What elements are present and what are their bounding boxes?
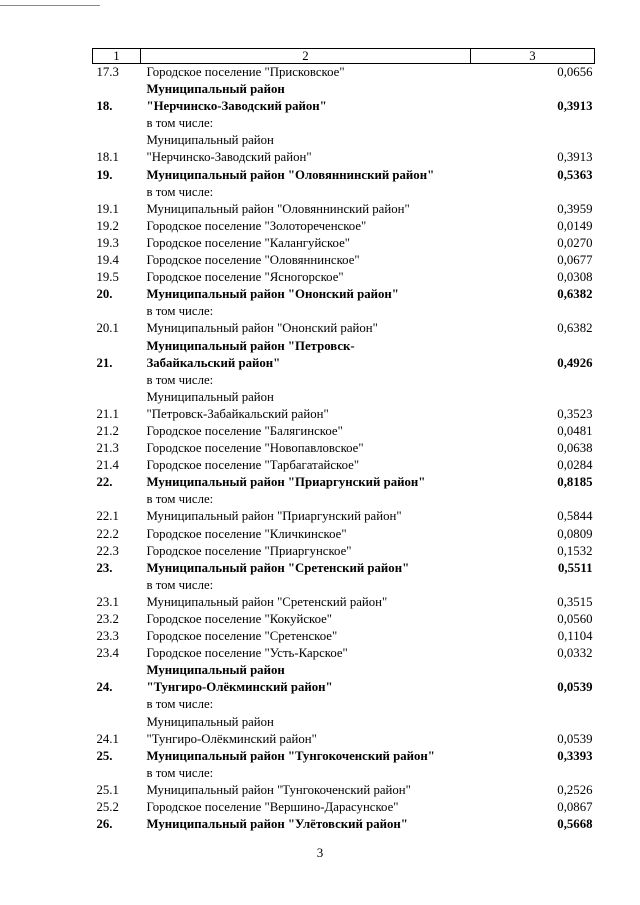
row-name-line: Муниципальный район [146,82,285,97]
row-number [93,372,141,389]
row-name-line: Городское поселение "Приаргунское" [146,543,352,558]
row-name-line: Городское поселение "Вершино-Дарасунское" [146,800,399,815]
row-number: 19.1 [96,201,119,216]
row-name [141,765,471,782]
row-value [471,577,595,594]
table-row [93,662,595,696]
row-value: 0,5511 [558,560,593,575]
row-name [141,474,471,491]
row-name-line: Городское поселение "Усть-Карское" [146,646,348,661]
table-row [93,765,595,782]
row-number: 22.1 [96,509,119,524]
table-row [93,338,595,372]
row-value [471,115,595,132]
row-number [93,577,141,594]
row-name-line: "Петровск-Забайкальский район" [146,406,329,421]
table-row [93,372,595,389]
row-name-line: Городское поселение "Оловяннинское" [146,253,360,268]
row-name-line: Муниципальный район [146,389,274,404]
row-name-line: Муниципальный район "Улётовский район" [146,817,408,832]
row-value: 0,2526 [557,782,593,797]
row-value: 0,0149 [557,218,593,233]
table-header-row [93,49,595,64]
table-row [93,252,595,269]
row-name [141,526,471,543]
row-number: 18. [96,99,113,114]
row-name-line: в том числе: [146,697,214,712]
row-name-line: Муниципальный район "Оловяннинский район" [146,167,435,182]
row-number [93,491,141,508]
row-value: 0,0638 [557,441,593,456]
table-row [93,81,595,115]
table-row [93,132,595,166]
table-row [93,645,595,662]
row-name-line: Муниципальный район "Сретенский район" [146,594,388,609]
table-row [93,64,595,82]
row-number: 25.1 [96,782,119,797]
row-name [141,816,471,833]
row-number: 19. [96,167,113,182]
row-name [141,184,471,201]
row-value: 0,8185 [557,475,593,490]
row-name-line: "Тунгиро-Олёкминский район" [146,680,333,695]
table-row [93,594,595,611]
table-row [93,714,595,748]
row-name-line: Муниципальный район "Сретенский район" [146,560,410,575]
row-value: 0,0332 [557,646,593,661]
row-number: 22. [96,475,113,490]
row-value: 0,3913 [557,99,593,114]
row-name [141,218,471,235]
row-value: 0,5668 [557,817,593,832]
table-row [93,286,595,303]
row-name-line: Муниципальный район [146,714,274,729]
row-value: 0,5844 [557,509,593,524]
row-name [141,748,471,765]
row-name [141,235,471,252]
table-body [93,64,595,834]
table-row [93,526,595,543]
row-number: 21.4 [96,458,119,473]
row-name-line: Муниципальный район "Оловяннинский район" [146,201,410,216]
row-number: 23.3 [96,629,119,644]
table-row [93,816,595,833]
row-name [141,560,471,577]
row-name-line: Муниципальный район "Приаргунский район" [146,509,402,524]
table-row [93,543,595,560]
row-name [141,167,471,184]
table-row [93,628,595,645]
header-col-1: 1 [93,49,141,64]
row-name [141,269,471,286]
table-row [93,782,595,799]
row-name [141,81,471,115]
table-row [93,508,595,525]
row-value: 0,3913 [557,150,593,165]
row-number: 21.1 [96,406,119,421]
table-row [93,184,595,201]
row-name-line: "Нерчинско-Заводский район" [146,99,327,114]
row-name-line: Муниципальный район "Тунгокоченский район" [146,748,435,763]
row-name-line: Муниципальный район "Ононский район" [146,287,399,302]
row-number [93,765,141,782]
row-name-line: в том числе: [146,304,214,319]
table-row [93,269,595,286]
table-row [93,696,595,713]
row-number: 19.4 [96,253,119,268]
row-value: 0,0656 [557,65,593,79]
row-value: 0,3393 [557,748,593,763]
table-row [93,303,595,320]
table-row [93,201,595,218]
row-value: 0,0481 [557,423,593,438]
row-number: 20. [96,287,113,302]
row-number: 23.4 [96,646,119,661]
row-name-line: "Тунгиро-Олёкминский район" [146,731,317,746]
row-name [141,423,471,440]
row-name-line: Муниципальный район "Петровск- [146,338,355,353]
row-name-line: Городское поселение "Присковское" [146,65,345,79]
row-name [141,320,471,337]
row-name-line: Городское поселение "Золотореченское" [146,218,367,233]
row-name-line: Городское поселение "Кокуйское" [146,612,333,626]
row-name [141,662,471,696]
table-row [93,115,595,132]
row-number: 19.5 [96,270,119,285]
row-value: 0,0308 [557,270,593,285]
table-row [93,167,595,184]
row-name-line: в том числе: [146,765,214,780]
row-value: 0,1104 [557,629,593,644]
row-name-line: в том числе: [146,372,214,387]
row-name [141,201,471,218]
row-name-line: в том числе: [146,116,214,131]
row-name [141,132,471,166]
row-number: 17.3 [96,65,119,79]
table-row [93,440,595,457]
row-number [93,303,141,320]
row-name-line: Городское поселение "Балягинское" [146,423,343,438]
row-name-line: Городское поселение "Новопавловское" [146,441,364,456]
table-row [93,748,595,765]
row-name [141,440,471,457]
table-row [93,799,595,816]
table-row [93,389,595,423]
row-name-line: Забайкальский район" [146,355,281,370]
table-row [93,474,595,491]
row-number [93,115,141,132]
table-row [93,611,595,628]
row-value [471,491,595,508]
row-number: 22.3 [96,543,119,558]
row-name [141,457,471,474]
header-col-3: 3 [471,49,595,64]
row-number [93,184,141,201]
row-value: 0,3515 [557,594,593,609]
row-name [141,64,471,82]
row-number: 25. [96,748,113,763]
row-number: 25.2 [96,800,119,815]
row-name [141,372,471,389]
scan-corner-line [0,5,100,6]
table-row [93,577,595,594]
row-name-line: Муниципальный район "Ононский район" [146,321,378,336]
row-name-line: Муниципальный район "Тунгокоченский район" [146,782,411,797]
row-name-line: в том числе: [146,577,214,592]
row-name-line: Городское поселение "Кличкинское" [146,526,347,541]
row-value [471,184,595,201]
row-number: 22.2 [96,526,119,541]
row-name-line: Городское поселение "Ясногорское" [146,270,344,285]
row-name [141,491,471,508]
row-name [141,799,471,816]
table-row [93,491,595,508]
row-number: 21.2 [96,423,119,438]
row-value: 0,1532 [557,543,593,558]
row-name [141,577,471,594]
row-name-line: "Нерчинско-Заводский район" [146,150,312,165]
row-value: 0,0809 [557,526,593,541]
row-value: 0,6382 [557,321,593,336]
page-number: 3 [316,845,324,860]
row-value: 0,0539 [557,731,593,746]
row-value: 0,0560 [557,612,593,626]
row-name [141,115,471,132]
row-value [471,303,595,320]
row-value [471,765,595,782]
row-name [141,628,471,645]
row-name [141,594,471,611]
row-number: 23.1 [96,594,119,609]
row-value: 0,0539 [557,680,593,695]
table-row [93,423,595,440]
row-name [141,782,471,799]
row-name-line: Городское поселение "Сретенское" [146,629,338,644]
row-name [141,645,471,662]
row-number: 24. [96,680,113,695]
row-value: 0,4926 [557,355,593,370]
header-col-2: 2 [141,49,471,64]
row-name [141,714,471,748]
row-number [93,696,141,713]
row-name-line: Муниципальный район [146,663,285,678]
row-name [141,611,471,628]
row-value: 0,0867 [557,800,593,815]
row-name-line: в том числе: [146,492,214,507]
row-number: 21. [96,355,113,370]
row-name-line: Городское поселение "Калангуйское" [146,235,351,250]
row-number: 23.2 [96,612,119,626]
row-name-line: Муниципальный район [146,133,274,148]
table-row [93,218,595,235]
row-name-line: Городское поселение "Тарбагатайское" [146,458,360,473]
table-row [93,457,595,474]
row-value: 0,6382 [557,287,593,302]
row-name-line: Муниципальный район "Приаргунский район" [146,475,426,490]
row-name [141,252,471,269]
row-value: 0,3959 [557,201,593,216]
row-number: 18.1 [96,150,119,165]
distribution-table [92,48,595,833]
row-value: 0,5363 [557,167,593,182]
row-name [141,508,471,525]
row-value: 0,3523 [557,406,593,421]
row-number: 20.1 [96,321,119,336]
row-value [471,696,595,713]
row-number: 19.3 [96,235,119,250]
row-name [141,543,471,560]
row-number: 21.3 [96,441,119,456]
row-name-line: в том числе: [146,184,214,199]
row-number: 23. [96,560,113,575]
row-value: 0,0270 [557,235,593,250]
row-number: 24.1 [96,731,119,746]
row-value: 0,0284 [557,458,593,473]
row-name [141,286,471,303]
row-value: 0,0677 [557,253,593,268]
row-name [141,389,471,423]
row-number: 26. [96,817,113,832]
row-value [471,372,595,389]
table-row [93,235,595,252]
table-row [93,320,595,337]
table-row [93,560,595,577]
row-name [141,303,471,320]
row-number: 19.2 [96,218,119,233]
row-name [141,338,471,372]
row-name [141,696,471,713]
